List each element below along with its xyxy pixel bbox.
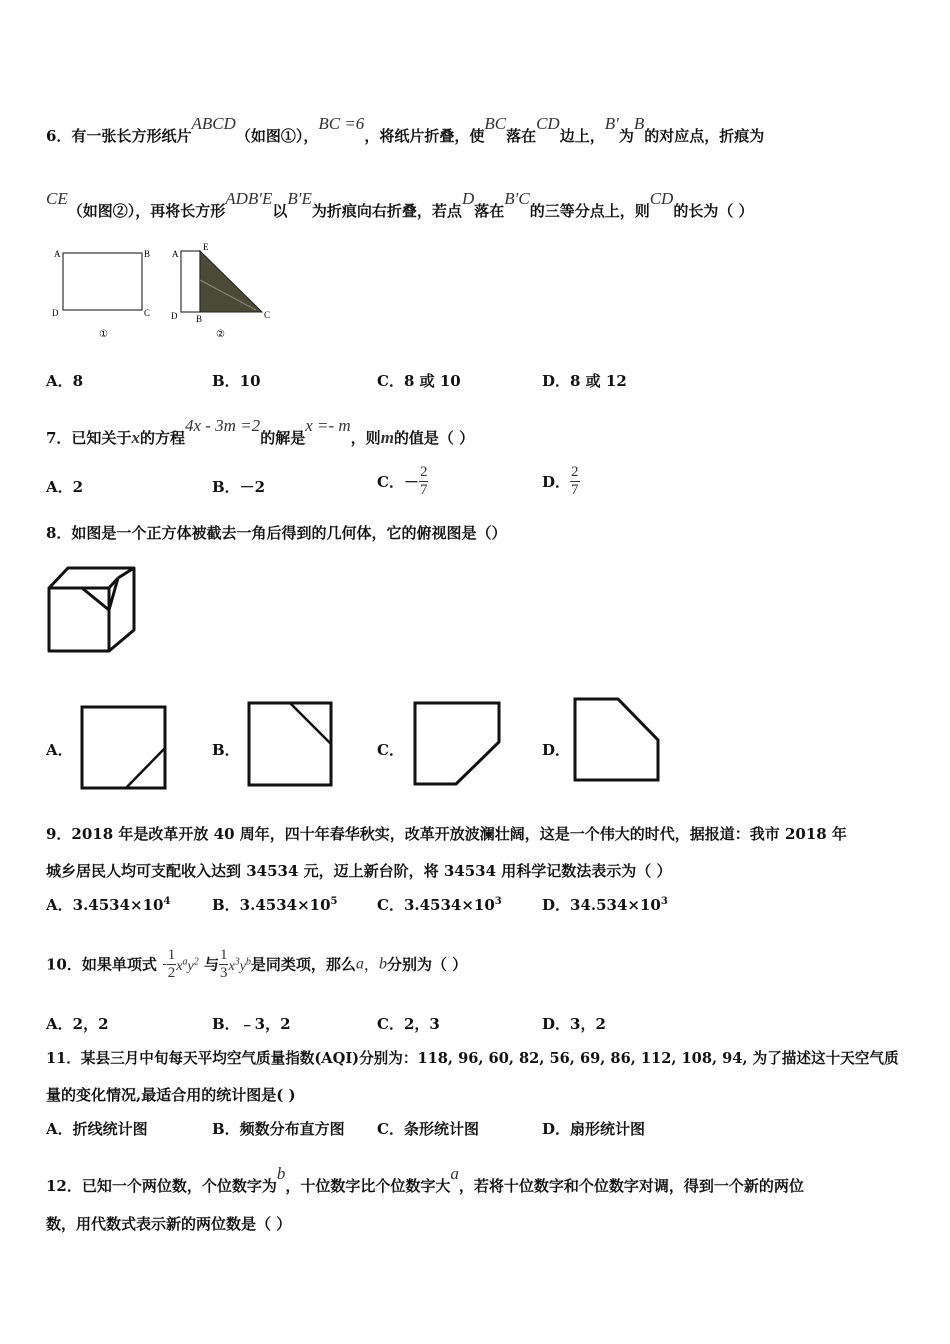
q8-stem: 8．如图是一个正方体被截去一角后得到的几何体，它的俯视图是（） [46,524,507,542]
q10-stem: 10．如果单项式 - $\frac{1}{2}$ $x^ay^2$ 与 $\frac{1}{3}$ $x^3y^b$是同类项，那么a，b分别为（ ） [46,946,468,981]
q7-option-b[interactable]: B．－2 [212,478,266,496]
q6-option-d[interactable]: D．8 或 12 [542,372,627,390]
q10-option-d[interactable]: D．3，2 [542,1015,606,1033]
q7-option-a[interactable]: A．2 [46,478,84,496]
q8-option-b-label[interactable]: B． [212,741,240,759]
q9-line1: 9．2018 年是改革开放 40 周年，四十年春华秋实，改革开放波澜壮阔，这是一个伟大的时代，据报道：我市 2018 年 [46,825,847,843]
q10-fraction-1: $\frac{1}{2}$ [167,946,176,981]
q11-option-a[interactable]: A．折线统计图 [46,1120,148,1138]
q11-option-b[interactable]: B．频数分布直方图 [212,1120,345,1138]
q9-line2: 城乡居民人均可支配收入达到 34534 元，迈上新台阶，将 34534 用科学记数法表示为（ ） [46,862,672,880]
q8-option-d-figure[interactable] [572,696,664,784]
fig1-label-c: C [144,308,151,318]
fig2-label-a: A [172,249,179,259]
q8-option-a-label[interactable]: A． [46,741,73,759]
q7-option-d-fraction: $\frac{2}{7}$ [571,464,579,498]
q9-option-a[interactable]: A．$3.4534\times 10^4$ [46,896,171,914]
q7-stem: 7．已知关于x的方程4x - 3m =2的解是x =- m，则m的值是（ ） [46,416,475,447]
fig2-label-e: E [203,242,209,252]
q8-option-c-label[interactable]: C． [377,741,404,759]
q9-option-c[interactable]: C．$3.4534\times 10^3$ [377,896,502,914]
q11-line2: 量的变化情况,最适合用的统计图是( ) [46,1086,296,1104]
q8-option-c-figure[interactable] [412,700,504,788]
q10-term-2: $x^3y^b$ [228,956,251,974]
q10-option-a[interactable]: A．2，2 [46,1015,109,1033]
q11-option-c[interactable]: C．条形统计图 [377,1120,479,1138]
q7-option-d[interactable]: D． $\frac{2}{7}$ [542,464,579,498]
q6-figure [46,240,286,344]
q10-fraction-2: $\frac{1}{3}$ [219,946,228,981]
fig2-label-b: B [196,314,203,324]
fig1-label-a: A [54,249,61,259]
q8-option-a-figure[interactable] [79,704,169,792]
q11-option-d[interactable]: D．扇形统计图 [542,1120,646,1138]
q6-fig2 [171,242,270,340]
q7-option-c[interactable]: C．－ $\frac{2}{7}$ [377,464,428,498]
q11-line1: 11．某县三月中旬每天平均空气质量指数(AQI)分别为：118, 96, 60, 82, 56, 69, 86, 112, 108, 94, 为了描述这十天空气质 [46,1050,899,1067]
q6-option-b[interactable]: B．10 [212,372,261,390]
q8-solid-figure [46,562,142,656]
q9-option-b[interactable]: B．$3.4534\times 10^5$ [212,896,338,914]
fig1-caption: ① [99,329,108,340]
fig1-label-d: D [52,308,59,318]
q12-line1: 12．已知一个两位数，个位数字为b，十位数字比个位数字大a，若将十位数字和个位数字对调，得到一个新的两位 [46,1164,804,1195]
q6-option-c[interactable]: C．8 或 10 [377,372,461,390]
q6-line1: 6．有一张长方形纸片ABCD（如图①），BC =6，将纸片折叠，使BC落在CD边上，B′为B的对应点，折痕为 [46,114,765,145]
fig2-caption: ② [216,329,225,340]
q8-option-d-label[interactable]: D． [542,741,571,759]
q6-option-a[interactable]: A．8 [46,372,84,390]
q10-term-1: $x^ay^2$ [176,956,199,974]
fig2-label-d: D [171,311,178,321]
q8-option-b-figure[interactable] [246,700,336,788]
fig2-label-c: C [264,310,271,320]
fig1-label-b: B [144,249,151,259]
q6-fig1 [52,249,150,340]
q10-option-b[interactable]: B．﹣3，2 [212,1015,291,1033]
q7-option-c-fraction: $\frac{2}{7}$ [419,464,428,498]
q10-option-c[interactable]: C．2，3 [377,1015,440,1033]
q9-option-d[interactable]: D．$34.534\times 10^3$ [542,896,668,914]
q6-line2: CE（如图②），再将长方形ADB′E以B′E为折痕向右折叠，若点D落在B′C的三等分点上，则CD的长为（ ） [46,189,754,220]
q12-line2: 数，用代数式表示新的两位数是（ ） [46,1215,292,1233]
